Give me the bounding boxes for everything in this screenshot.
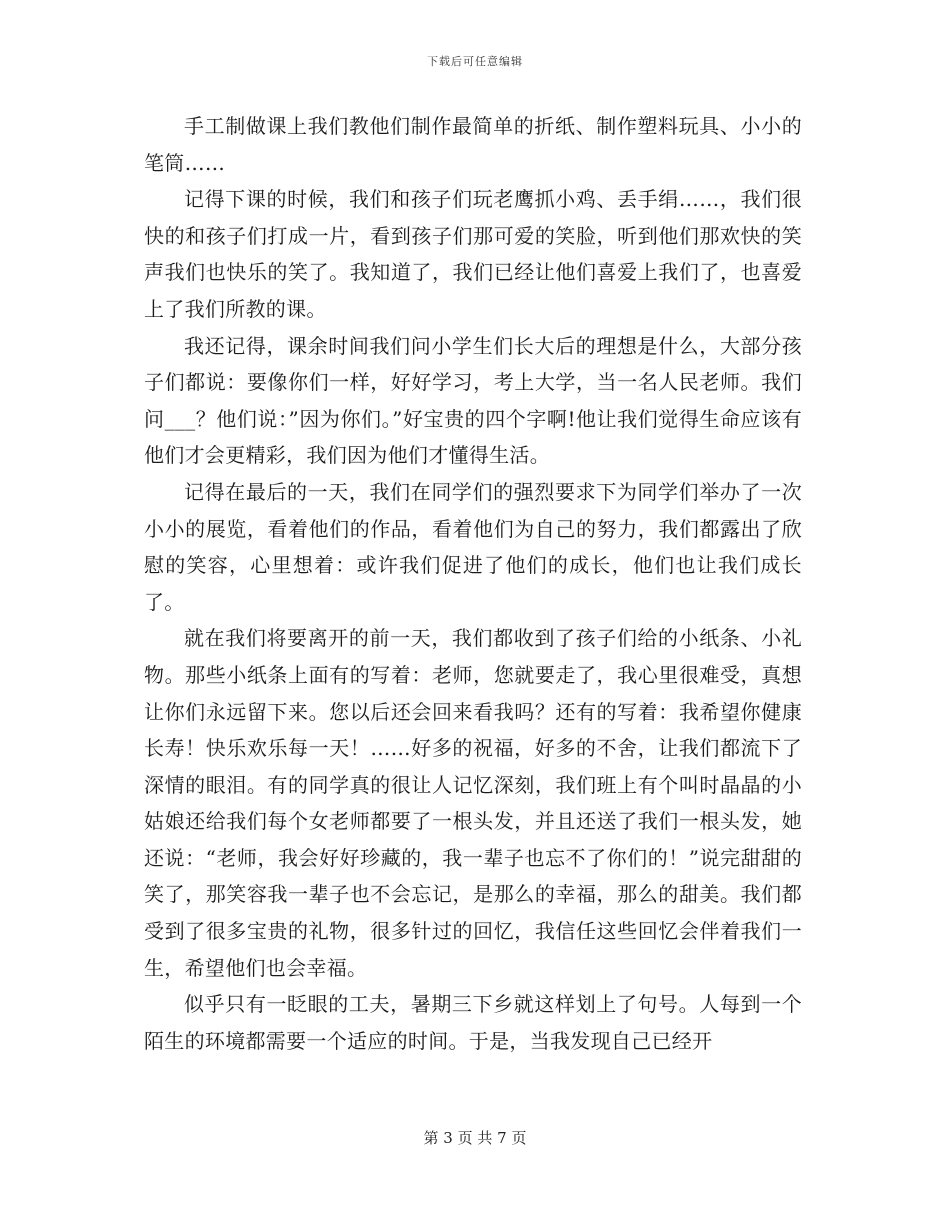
paragraph-after-class: 记得下课的时候，我们和孩子们玩老鹰抓小鸡、丢手绢……，我们很快的和孩子们打成一片，看到孩子们那可爱的笑脸，听到他们那欢快的笑声我们也快乐的笑了。我知道了，我们已经让他们喜爱上我们了，也喜爱上了我们所教的课。 — [144, 187, 802, 321]
paragraph-conclusion: 似乎只有一眨眼的工夫，暑期三下乡就这样划上了句号。人每到一个陌生的环境都需要一个适应的时间。于是，当我发现自己已经开 — [144, 992, 802, 1053]
document-body — [144, 108, 802, 1059]
page-header-note: 下载后可任意编辑 — [427, 55, 523, 68]
paragraph-exhibition: 记得在最后的一天，我们在同学们的强烈要求下为同学们举办了一次小小的展览，看着他们的作品，看着他们为自己的努力，我们都露出了欣慰的笑容，心里想着：或许我们促进了他们的成长，他们也让我们成长了。 — [144, 479, 802, 614]
paragraph-handcraft: 手工制做课上我们教他们制作最简单的折纸、制作塑料玩具、小小的笔筒…… — [144, 114, 802, 175]
paragraph-farewell-gifts: 就在我们将要离开的前一天，我们都收到了孩子们给的小纸条、小礼物。那些小纸条上面有的写着：老师，您就要走了，我心里很难受，真想让你们永远留下来。您以后还会回来看我吗？还有的写着：我希望你健康长寿！快乐欢乐每一天！……好多的祝福，好多的不舍，让我们都流下了深情的眼泪。有的同学真的很让人记忆深刻，我们班上有个叫时晶晶的小姑娘还给我们每个女老师都要了一根头发，并且还送了我们一根头发，她还说：“老师，我会好好珍藏的，我一辈子也忘不了你们的！”说完甜甜的笑了，那笑容我一辈子也不会忘记，是那么的幸福，那么的甜美。我们都受到了很多宝贵的礼物，很多针过的回忆，我信任这些回忆会伴着我们一生，希望他们也会幸福。 — [144, 626, 802, 980]
page-number: 第 3 页 共 7 页 — [423, 1129, 527, 1147]
paragraph-dreams: 我还记得，课余时间我们问小学生们长大后的理想是什么，大部分孩子们都说：要像你们一样，好好学习，考上大学，当一名人民老师。我们问___？他们说：”因为你们。”好宝贵的四个字啊!他让我们觉得生命应该有他们才会更精彩，我们因为他们才懂得生活。 — [144, 333, 802, 468]
